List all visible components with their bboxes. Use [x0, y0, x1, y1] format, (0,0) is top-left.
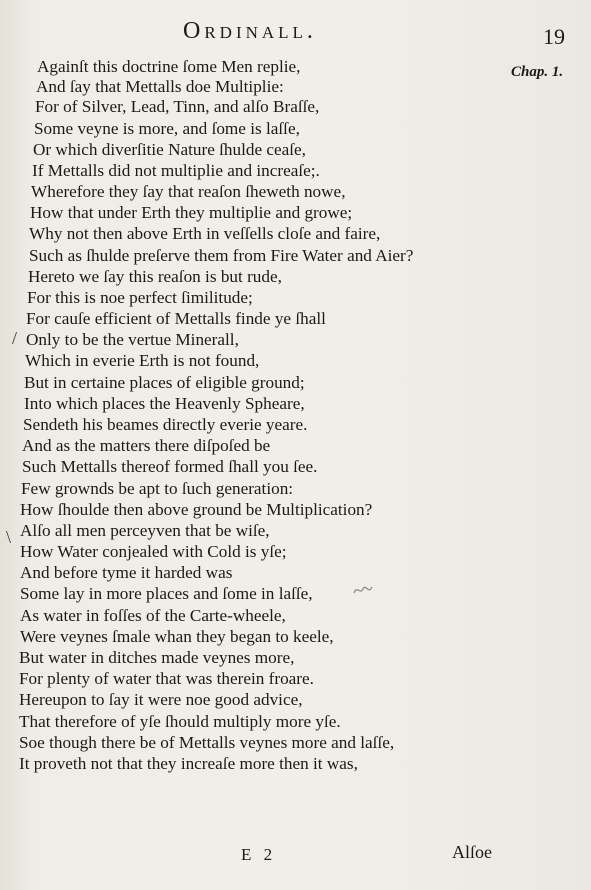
chapter-marginal-note: Chap. 1.: [511, 64, 564, 80]
margin-pen-mark: /: [12, 328, 18, 348]
verse-line: How ſhoulde then above ground be Multiplication?: [20, 500, 373, 519]
verse-line: Such as ſhulde preſerve them from Fire Water and Aier?: [29, 246, 414, 265]
verse-line: And as the matters there diſpoſed be: [22, 436, 271, 455]
verse-line: Sendeth his beames directly everie yeare.: [23, 415, 308, 434]
verse-line: As water in foſſes of the Carte-wheele,: [20, 606, 286, 625]
verse-line: Such Mettalls thereof formed ſhall you ſee.: [22, 457, 318, 476]
verse-line: For cauſe efficient of Mettalls finde ye ſhall: [26, 309, 326, 328]
verse-line: Only to be the vertue Minerall,: [26, 330, 239, 349]
verse-line: It proveth not that they increaſe more then it was,: [19, 754, 358, 773]
verse-line: Or which diverſitie Nature ſhulde ceaſe,: [33, 140, 306, 159]
verse-line: Into which places the Heavenly Spheare,: [24, 394, 305, 413]
verse-line: For plenty of water that was therein froare.: [19, 669, 314, 688]
running-title: Ordinall.: [183, 18, 317, 44]
verse-line: How that under Erth they multiplie and growe;: [30, 203, 353, 222]
verse-line: How Water conjealed with Cold is yſe;: [20, 542, 287, 561]
verse-line: Were veynes ſmale whan they began to keele,: [20, 627, 334, 646]
margin-pen-mark: \: [6, 527, 12, 547]
verse-line: Some lay in more places and ſome in laſſe,: [20, 584, 313, 603]
verse-line: Few grownds be apt to ſuch generation:: [21, 479, 294, 498]
verse-line: Alſo all men perceyven that be wiſe,: [20, 521, 270, 540]
catchword: Alſoe: [452, 842, 492, 862]
verse-line: Againſt this doctrine ſome Men replie,: [37, 57, 301, 76]
verse-line: Hereto we ſay this reaſon is but rude,: [28, 267, 282, 286]
verse-line: Hereupon to ſay it were noe good advice,: [19, 690, 303, 709]
verse-line: If Mettalls did not multiplie and increaſe;.: [32, 161, 320, 180]
signature-mark: E 2: [241, 845, 277, 864]
verse-line: Soe though there be of Mettalls veynes more and laſſe,: [19, 733, 395, 752]
verse-line: For this is noe perfect ſimilitude;: [27, 288, 253, 307]
verse-line: Why not then above Erth in veſſells cloſe and faire,: [29, 224, 381, 243]
verse-line: And before tyme it harded was: [20, 563, 233, 582]
verse-line: Wherefore they ſay that reaſon ſheweth nowe,: [31, 182, 346, 201]
verse-line: That therefore of yſe ſhould multiply more yſe.: [19, 712, 341, 731]
verse-line: But water in ditches made veynes more,: [19, 648, 295, 667]
verse-line: For of Silver, Lead, Tinn, and alſo Braſſe,: [35, 97, 320, 116]
handwritten-scribble: [352, 583, 374, 597]
verse-line: But in certaine places of eligible ground;: [24, 373, 305, 392]
verse-line: And ſay that Mettalls doe Multiplie:: [36, 77, 284, 96]
verse-line: Some veyne is more, and ſome is laſſe,: [34, 119, 300, 138]
verse-line: Which in everie Erth is not found,: [25, 351, 260, 370]
page-number: 19: [543, 24, 565, 49]
